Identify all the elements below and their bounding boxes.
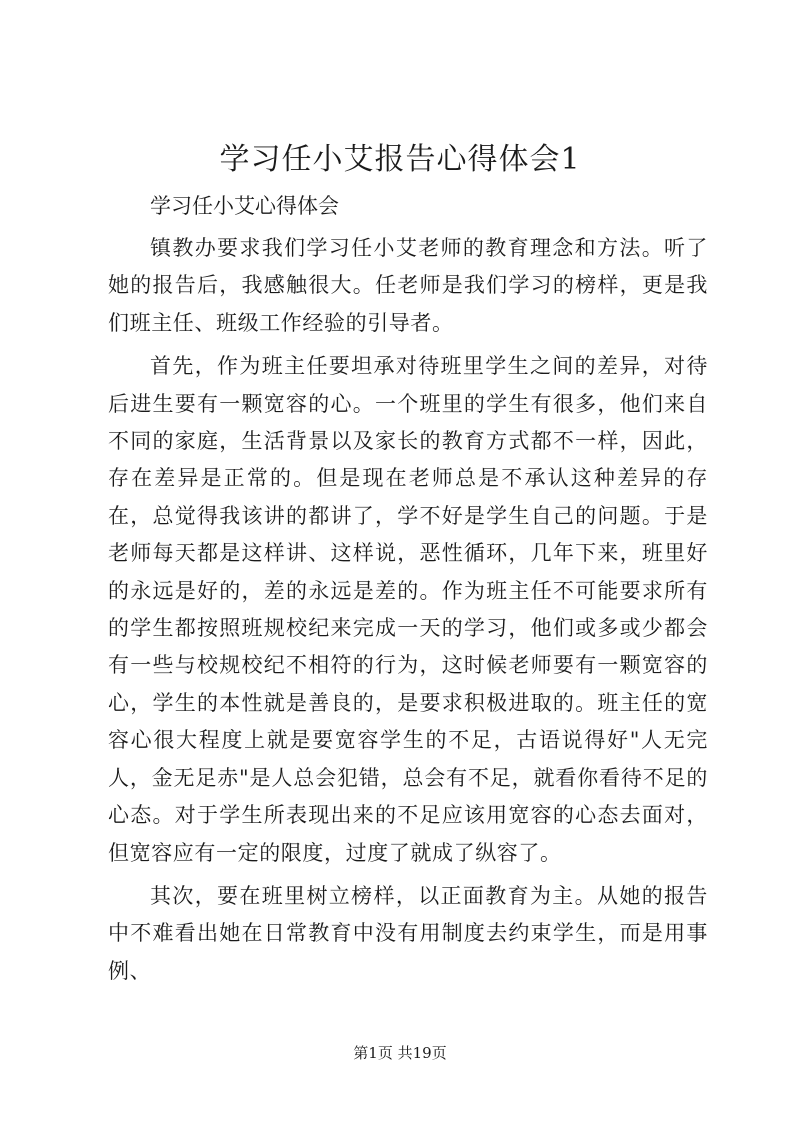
page-number-footer: 第1页 共19页 — [353, 1044, 447, 1062]
paragraph-1: 镇教办要求我们学习任小艾老师的教育理念和方法。听了她的报告后，我感触很大。任老师是我们学习的榜样，更是我们班主任、班级工作经验的引导者。 — [108, 236, 708, 335]
document-subtitle: 学习任小艾心得体会 — [150, 194, 339, 218]
document-body — [108, 188, 708, 990]
paragraph-3: 其次，要在班里树立榜样，以正面教育为主。从她的报告中不难看出她在日常教育中没有用制度去约束学生，而是用事例、 — [108, 883, 708, 983]
paragraph-2: 首先，作为班主任要坦承对待班里学生之间的差异，对待后进生要有一颗宽容的心。一个班里的学生有很多，他们来自不同的家庭，生活背景以及家长的教育方式都不一样，因此，存在差异是正常的。但是现在老师总是不承认这种差异的存在，总觉得我该讲的都讲了，学不好是学生自己的问题。于是老师每天都是这样讲、这样说，恶性循环，几年下来，班里好的永远是好的，差的永远是差的。作为班主任不可能要求所有的学生都按照班规校纪来完成一天的学习，他们或多或少都会有一些与校规校纪不相符的行为，这时候老师要有一颗宽容的心，学生的本性就是善良的，是要求积极进取的。班主任的宽容心很大程度上就是要宽容学生的不足，古语说得好"人无完人，金无足赤"是人总会犯错，总会有不足，就看你看待不足的心态。对于学生所表现出来的不足应该用宽容的心态去面对，但宽容应有一定的限度，过度了就成了纵容了。 — [108, 354, 708, 865]
document-title: 学习任小艾报告心得体会1 — [219, 142, 581, 177]
